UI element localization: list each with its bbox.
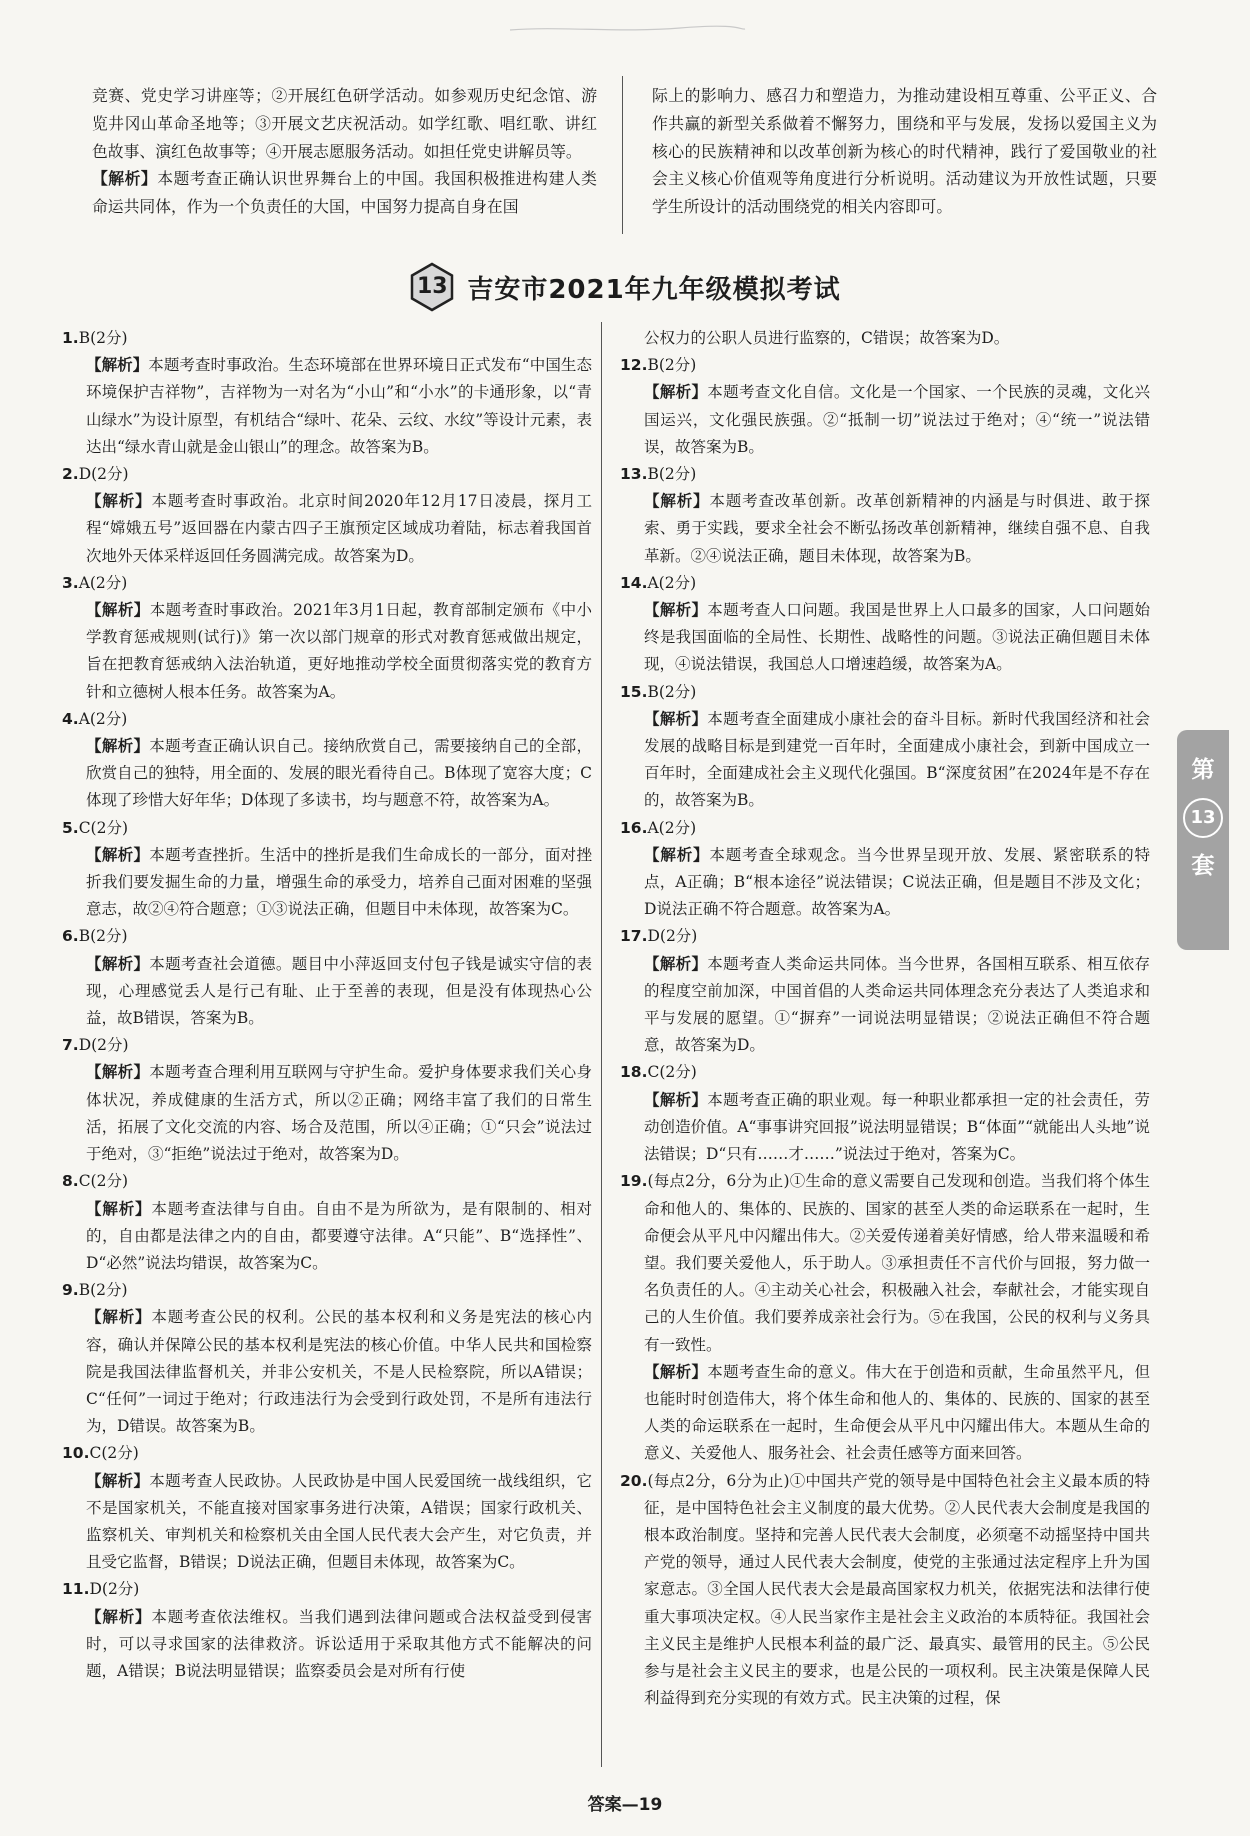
answer-item: 16.A(2分) 【解析】本题考查全球观念。当今世界呈现开放、发展、紧密联系的特点，A正确；B“根本途径”说法错误；C说法正确，但是题目不涉及文化；D说法正确不符合题意。故答案为A。 [620,818,1150,919]
answer-choice: B(2分) [647,465,697,484]
answer-choice: D(2分) [78,465,129,484]
answer-choice: B(2分) [647,682,697,701]
analysis-text: 本题考查全球观念。当今世界呈现开放、发展、紧密联系的特点，A正确；B“根本途径”说法错误；C说法正确，但是题目不涉及文化；D说法正确不符合题意。故答案为A。 [644,845,1150,919]
answer-item: 12.B(2分) 【解析】本题考查文化自信。文化是一个国家、一个民族的灵魂，文化兴国运兴，文化强民族强。②“抵制一切”说法过于绝对；④“统一”说法错误，故答案为B。 [620,356,1150,456]
section-heading [0,262,1250,312]
side-tab-top: 第 [1191,757,1215,783]
column-divider [601,322,602,1767]
analysis-text: 本题考查正确的职业观。每一种职业都承担一定的社会责任，劳动创造价值。A“事事讲究回报”说法明显错误；B“体面”“就能出人头地”说法错误；D“只有……才……”说法过于绝对，答案为C。 [644,1090,1150,1164]
answer-choice: D(2分) [89,1580,140,1599]
side-tab-number: 13 [1183,798,1223,838]
answer-item-19: 19.(每点2分，6分为止)①生命的意义需要自己发现和创造。当我们将个体生命和他人的、集体的、民族的、国家的甚至人类的命运联系在一起时，生命便会从平凡中闪耀出伟大。②关爱传递着美好情感，给人带来温暖和希望。我们要关爱他人，乐于助人。③承担责任不言代价与回报，努力做一名负责任的人。④主动关心社会，积极融入社会，奉献社会，才能实现自己的人生价值。我们要养成亲社会行为。⑤在我国，公民的权利与义务具有一致性。 【解析】本题考查生命的意义。伟大在于创造和贡献，生命虽然平凡，但也能时时创造伟大，将个体生命和他人的、集体的、民族的、国家的甚至人类的命运联系在一起时，生命便会从平凡中闪耀出伟大。本题从生命的意义、关爱他人、服务社会、社会责任感等方面来回答。 [620,1172,1150,1463]
analysis-text: 本题考查文化自信。文化是一个国家、一个民族的灵魂，文化兴国运兴，文化强民族强。②“抵制一切”说法过于绝对；④“统一”说法错误，故答案为B。 [644,383,1150,456]
analysis-label: 【解析】 [86,1199,152,1218]
answer-choice: C(2分) [647,1063,697,1082]
answer-item: 14.A(2分) 【解析】本题考查人口问题。我国是世界上人口最多的国家，人口问题始终是我国面临的全局性、长期性、战略性的问题。③说法正确但题目未体现，④说法错误，我国总人口增速趋缓，故答案为A。 [620,573,1150,674]
answer-choice: A(2分) [647,818,697,837]
analysis-label: 【解析】 [92,169,158,189]
analysis-label: 【解析】 [86,1471,150,1490]
analysis-label: 【解析】 [86,845,150,864]
analysis-text: 本题考查依法维权。当我们遇到法律问题或合法权益受到侵害时，可以寻求国家的法律救济。诉讼适用于采取其他方式不能解决的问题，A错误；B说法明显错误；监察委员会是对所有行使 [86,1607,592,1680]
analysis-label: 【解析】 [86,737,150,756]
open-answer-text: (每点2分，6分为止)①中国共产党的领导是中国特色社会主义最本质的特征，是中国特色社会主义制度的最大优势。②人民代表大会制度是我国的根本政治制度。坚持和完善人民代表大会制度，必须毫不动摇坚持中国共产党的领导，通过人民代表大会制度，使党的主张通过法定程序上升为国家意志。③全国人民代表大会是最高国家权力机关，依据宪法和法律行使重大事项决定权。④人民当家作主是社会主义政治的本质特征。我国社会主义民主是维护人民根本利益的最广泛、最真实、最管用的民主。⑤公民参与是社会主义民主的要求，也是公民的一项权利。民主决策是保障人民利益得到充分实现的有效方式。民主决策的过程，保 [644,1471,1150,1708]
answer-choice: B(2分) [78,329,128,347]
section-side-tab [1177,730,1229,950]
page-number: 答案—19 [587,1795,663,1815]
top-left-text: 竞赛、党史学习讲座等；②开展红色研学活动。如参观历史纪念馆、游览井冈山革命圣地等；③开展文艺庆祝活动。如学红歌、唱红歌、讲红色故事、演红色故事等；④开展志愿服务活动。如担任党史讲解员等。 [92,86,597,161]
analysis-label: 【解析】 [86,1063,150,1082]
analysis-label: 【解析】 [644,601,708,620]
analysis-label: 【解析】 [644,492,710,511]
section-title: 吉安市2021年九年级模拟考试 [467,274,841,305]
analysis-text: 本题考查人民政协。人民政协是中国人民爱国统一战线组织，它不是国家机关，不能直接对国家事务进行决策，A错误；国家行政机关、监察机关、审判机关和检察机关由全国人民代表大会产生，对它负责，并且受它监督，B错误；D说法正确，但题目未体现，故答案为C。 [86,1471,592,1572]
analysis-text: 本题考查人类命运共同体。当今世界，各国相互联系、相互依存的程度空前加深，中国首倡的人类命运共同体理念充分表达了人类追求和平与发展的愿望。①“摒弃”一词说法明显错误；②说法正确但不符合题意，故答案为D。 [644,954,1150,1055]
carry-over-text: 公权力的公职人员进行监察的，C错误；故答案为D。 [644,329,1010,347]
answer-item: 3.A(2分) 【解析】本题考查时事政治。2021年3月1日起，教育部制定颁布《中小学教育惩戒规则(试行)》第一次以部门规章的形式对教育惩戒做出规定，旨在把教育惩戒纳入法治轨道，更好地推动学校全面贯彻落实党的教育方针和立德树人根本任务。故答案为A。 [62,573,592,701]
top-left-column [92,82,597,221]
answer-choice: D(2分) [78,1036,129,1055]
answer-choice: A(2分) [78,709,128,728]
analysis-text: 本题考查正确认识自己。接纳欣赏自己，需要接纳自己的全部，欣赏自己的独特，用全面的、发展的眼光看待自己。B体现了宽容大度；C体现了珍惜大好年华；D体现了多读书，均与题意不符，故答案为A。 [86,737,592,810]
analysis-text: 本题考查时事政治。北京时间2020年12月17日凌晨，探月工程“嫦娥五号”返回器在内蒙古四子王旗预定区域成功着陆，标志着我国首次地外天体采样返回任务圆满完成。故答案为D。 [86,492,592,565]
answer-item: 6.B(2分) 【解析】本题考查社会道德。题目中小萍返回支付包子钱是诚实守信的表现，心理感觉丢人是行己有耻、止于至善的表现，但是没有体现热心公益，故B错误，答案为B。 [62,927,592,1028]
answer-choice: D(2分) [647,927,698,946]
analysis-label: 【解析】 [644,1090,708,1109]
analysis-label: 【解析】 [86,356,149,375]
analysis-label: 【解析】 [644,954,708,973]
analysis-text: 本题考查公民的权利。公民的基本权利和义务是宪法的核心内容，确认并保障公民的基本权利是宪法的核心价值。中华人民共和国检察院是我国法律监督机关，并非公安机关，不是人民检察院，所以A错误；C“任何”一词过于绝对；行政违法行为会受到行政处罚，不是所有违法行为，D错误。故答案为B。 [86,1308,592,1436]
left-answer-column [62,325,592,1685]
section-number: 13 [417,274,448,299]
analysis-label: 【解析】 [86,492,152,511]
answer-item: 5.C(2分) 【解析】本题考查挫折。生活中的挫折是我们生命成长的一部分，面对挫折我们要发掘生命的力量，增强生命的承受力，培养自己面对困难的坚强意志，故②④符合题意；①③说法正确，但题目中未体现，故答案为C。 [62,818,592,919]
analysis-text: 本题考查法律与自由。自由不是为所欲为，是有限制的、相对的，自由都是法律之内的自由，都要遵守法律。A“只能”、B“选择性”、D“必然”说法均错误，故答案为C。 [86,1199,592,1272]
answer-item: 9.B(2分) 【解析】本题考查公民的权利。公民的基本权利和义务是宪法的核心内容，确认并保障公民的基本权利是宪法的核心价值。中华人民共和国检察院是我国法律监督机关，并非公安机关，不是人民检察院，所以A错误；C“任何”一词过于绝对；行政违法行为会受到行政处罚，不是所有违法行为，D错误。故答案为B。 [62,1281,592,1436]
hexagon-number-icon [409,262,455,312]
analysis-text: 本题考查社会道德。题目中小萍返回支付包子钱是诚实守信的表现，心理感觉丢人是行己有耻、止于至善的表现，但是没有体现热心公益，故B错误，答案为B。 [86,954,592,1028]
decorative-scribble [500,24,750,34]
answer-choice: C(2分) [89,1444,139,1463]
analysis-label: 【解析】 [86,1308,152,1327]
analysis-text: 本题考查时事政治。生态环境部在世界环境日正式发布“中国生态环境保护吉祥物”，吉祥物为一对名为“小山”和“小水”的卡通形象，以“青山绿水”为设计原型，有机结合“绿叶、花朵、云纹、水纹”等设计元素，表达出“绿水青山就是金山银山”的理念。故答案为B。 [86,356,592,456]
top-right-column [652,82,1157,221]
analysis-text: 本题考查全面建成小康社会的奋斗目标。新时代我国经济和社会发展的战略目标是到建党一百年时，全面建成小康社会，到新中国成立一百年时，全面建成社会主义现代化强国。B“深度贫困”在2024年是不存在的，故答案为B。 [644,709,1150,810]
analysis-label: 【解析】 [86,954,150,973]
answer-choice: B(2分) [647,356,697,375]
answer-item: 8.C(2分) 【解析】本题考查法律与自由。自由不是为所欲为，是有限制的、相对的，自由都是法律之内的自由，都要遵守法律。A“只能”、B“选择性”、D“必然”说法均错误，故答案为C。 [62,1172,592,1272]
answer-choice: C(2分) [78,1172,129,1191]
answer-choice: A(2分) [647,573,697,592]
analysis-label: 【解析】 [644,845,710,864]
answer-item: 1.B(2分) 【解析】本题考查时事政治。生态环境部在世界环境日正式发布“中国生态环境保护吉祥物”，吉祥物为一对名为“小山”和“小水”的卡通形象，以“青山绿水”为设计原型，有机结合“绿叶、花朵、云纹、水纹”等设计元素，表达出“绿水青山就是金山银山”的理念。故答案为B。 [62,329,592,456]
answer-item: 7.D(2分) 【解析】本题考查合理利用互联网与守护生命。爱护身体要求我们关心身体状况，养成健康的生活方式，所以②正确；网络丰富了我们的日常生活，拓展了文化交流的内容、场合及范围，所以④正确；①“只会”说法过于绝对，③“拒绝”说法过于绝对，故答案为D。 [62,1036,592,1164]
answer-item: 11.D(2分) 【解析】本题考查依法维权。当我们遇到法律问题或合法权益受到侵害时，可以寻求国家的法律救济。诉讼适用于采取其他方式不能解决的问题，A错误；B说法明显错误；监察委员会是对所有行使 [62,1580,592,1680]
top-right-text: 际上的影响力、感召力和塑造力，为推动建设相互尊重、公平正义、合作共赢的新型关系做着不懈努力，围绕和平与发展，发扬以爱国主义为核心的民族精神和以改革创新为核心的时代精神，践行了爱国敬业的社会主义核心价值观等角度进行分析说明。活动建议为开放性试题，只要学生所设计的活动围绕党的相关内容即可。 [652,86,1157,217]
analysis-text: 本题考查挫折。生活中的挫折是我们生命成长的一部分，面对挫折我们要发掘生命的力量，增强生命的承受力，培养自己面对困难的坚强意志，故②④符合题意；①③说法正确，但题目中未体现，故答案为C。 [86,845,592,919]
analysis-label: 【解析】 [644,709,708,728]
answer-item: 2.D(2分) 【解析】本题考查时事政治。北京时间2020年12月17日凌晨，探月工程“嫦娥五号”返回器在内蒙古四子王旗预定区域成功着陆，标志着我国首次地外天体采样返回任务圆满完成。故答案为D。 [62,465,592,565]
analysis-label: 【解析】 [86,1607,152,1626]
analysis-text: 本题考查合理利用互联网与守护生命。爱护身体要求我们关心身体状况，养成健康的生活方式，所以②正确；网络丰富了我们的日常生活，拓展了文化交流的内容、场合及范围，所以④正确；①“只会”说法过于绝对，③“拒绝”说法过于绝对，故答案为D。 [86,1063,592,1164]
analysis-text: 本题考查生命的意义。伟大在于创造和贡献，生命虽然平凡，但也能时时创造伟大，将个体生命和他人的、集体的、民族的、国家的甚至人类的命运联系在一起时，生命便会从平凡中闪耀出伟大。本题从生命的意义、关爱他人、服务社会、社会责任感等方面来回答。 [644,1362,1150,1463]
answer-item: 17.D(2分) 【解析】本题考查人类命运共同体。当今世界，各国相互联系、相互依存的程度空前加深，中国首倡的人类命运共同体理念充分表达了人类追求和平与发展的愿望。①“摒弃”一词说法明显错误；②说法正确但不符合题意，故答案为D。 [620,927,1150,1055]
analysis-text: 本题考查时事政治。2021年3月1日起，教育部制定颁布《中小学教育惩戒规则(试行)》第一次以部门规章的形式对教育惩戒做出规定，旨在把教育惩戒纳入法治轨道，更好地推动学校全面贯彻落实党的教育方针和立德树人根本任务。故答案为A。 [86,601,592,701]
open-answer-text: (每点2分，6分为止)①生命的意义需要自己发现和创造。当我们将个体生命和他人的、集体的、民族的、国家的甚至人类的命运联系在一起时，生命便会从平凡中闪耀出伟大。②关爱传递着美好情感，给人带来温暖和希望。我们要关爱他人，乐于助人。③承担责任不言代价与回报，努力做一名负责任的人。④主动关心社会，积极融入社会，奉献社会，才能实现自己的人生价值。我们要养成亲社会行为。⑤在我国，公民的权利与义务具有一致性。 [644,1172,1150,1354]
top-left-analysis: 本题考查正确认识世界舞台上的中国。我国积极推进构建人类命运共同体，作为一个负责任的大国，中国努力提高自身在国 [92,169,597,217]
analysis-text: 本题考查人口问题。我国是世界上人口最多的国家，人口问题始终是我国面临的全局性、长期性、战略性的问题。③说法正确但题目未体现，④说法错误，我国总人口增速趋缓，故答案为A。 [644,601,1150,674]
analysis-text: 本题考查改革创新。改革创新精神的内涵是与时俱进、敢于探索、勇于实践，要求全社会不断弘扬改革创新精神，继续自强不息、自我革新。②④说法正确，题目未体现，故答案为B。 [644,492,1150,565]
right-answer-column [620,325,1150,1712]
answer-item: 18.C(2分) 【解析】本题考查正确的职业观。每一种职业都承担一定的社会责任，劳动创造价值。A“事事讲究回报”说法明显错误；B“体面”“就能出人头地”说法错误；D“只有……才……”说法过于绝对，答案为C。 [620,1063,1150,1164]
answer-item-20: 20.(每点2分，6分为止)①中国共产党的领导是中国特色社会主义最本质的特征，是中国特色社会主义制度的最大优势。②人民代表大会制度是我国的根本政治制度。坚持和完善人民代表大会制度，必须毫不动摇坚持中国共产党的领导，通过人民代表大会制度，使党的主张通过法定程序上升为国家意志。③全国人民代表大会是最高国家权力机关，依据宪法和法律行使重大事项决定权。④人民当家作主是社会主义政治的本质特征。我国社会主义民主是维护人民根本利益的最广泛、最真实、最管用的民主。⑤公民参与是社会主义民主的要求，也是公民的一项权利。民主决策是保障人民利益得到充分实现的有效方式。民主决策的过程，保 [620,1471,1150,1708]
analysis-label: 【解析】 [644,383,708,402]
previous-answer-continuation [92,82,1158,224]
answer-choice: B(2分) [78,1281,128,1300]
side-tab-bottom: 套 [1191,853,1215,879]
answer-item: 10.C(2分) 【解析】本题考查人民政协。人民政协是中国人民爱国统一战线组织，它不是国家机关，不能直接对国家事务进行决策，A错误；国家行政机关、监察机关、审判机关和检察机关由全国人民代表大会产生，对它负责，并且受它监督，B错误；D说法正确，但题目未体现，故答案为C。 [62,1444,592,1572]
answer-item: 4.A(2分) 【解析】本题考查正确认识自己。接纳欣赏自己，需要接纳自己的全部，欣赏自己的独特，用全面的、发展的眼光看待自己。B体现了宽容大度；C体现了珍惜大好年华；D体现了多读书，均与题意不符，故答案为A。 [62,709,592,810]
answer-choice: B(2分) [78,927,128,946]
answer-choice: C(2分) [78,818,129,837]
top-column-divider [622,76,623,234]
answer-item: 13.B(2分) 【解析】本题考查改革创新。改革创新精神的内涵是与时俱进、敢于探索、勇于实践，要求全社会不断弘扬改革创新精神，继续自强不息、自我革新。②④说法正确，题目未体现，故答案为B。 [620,465,1150,565]
answer-item: 15.B(2分) 【解析】本题考查全面建成小康社会的奋斗目标。新时代我国经济和社会发展的战略目标是到建党一百年时，全面建成小康社会，到新中国成立一百年时，全面建成社会主义现代化强国。B“深度贫困”在2024年是不存在的，故答案为B。 [620,682,1150,810]
analysis-label: 【解析】 [86,601,150,620]
answer-choice: A(2分) [78,573,128,592]
analysis-label: 【解析】 [644,1362,708,1381]
